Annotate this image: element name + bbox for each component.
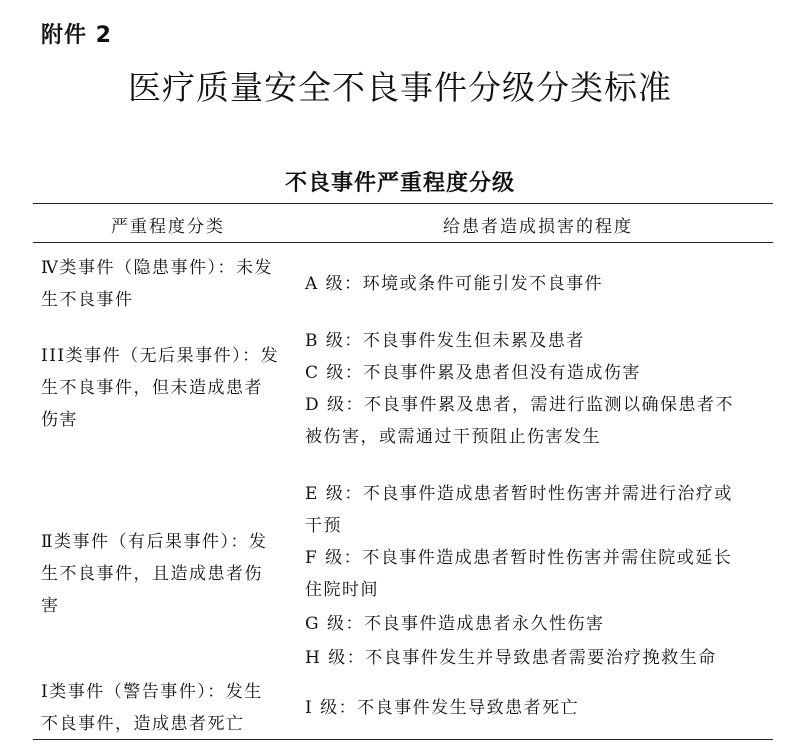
level-c-line: C 级：不良事件累及患者但没有造成伤害 (305, 363, 641, 383)
table-title: 不良事件严重程度分级 (284, 171, 515, 196)
level-g (305, 608, 775, 640)
category-ii-line: 生不良事件，且造成患者伤 (41, 564, 263, 584)
level-h (305, 642, 775, 674)
category-iv-line: Ⅳ类事件（隐患事件）：未发 (41, 258, 273, 278)
level-e-line: 干预 (305, 516, 342, 536)
table-bottom-rule (33, 739, 773, 740)
category-iii-line: 生不良事件，但未造成患者 (41, 378, 263, 398)
level-f-line: F 级：不良事件造成患者暂时性伤害并需住院或延长 (305, 548, 733, 568)
category-iii-line: III类事件（无后果事件）：发 (41, 346, 280, 366)
category-iv (41, 252, 296, 316)
table-header-rule (33, 242, 773, 243)
level-f (305, 542, 775, 606)
category-ii-line: 害 (41, 596, 60, 616)
category-iii-line: 伤害 (41, 410, 78, 430)
level-a (305, 268, 775, 300)
level-i (305, 692, 775, 724)
level-b (305, 325, 775, 357)
category-i-line: 不良事件，造成患者死亡 (41, 714, 245, 734)
level-d (305, 389, 775, 453)
level-e-line: E 级：不良事件造成患者暂时性伤害并需进行治疗或 (305, 484, 733, 504)
level-a-line: A 级：环境或条件可能引发不良事件 (305, 274, 604, 294)
level-d-line: D 级：不良事件累及患者，需进行监测以确保患者不 (305, 395, 735, 415)
table-top-rule (33, 203, 773, 204)
level-i-line: I 级：不良事件发生导致患者死亡 (305, 698, 580, 718)
level-d-line: 被伤害，或需通过干预阻止伤害发生 (305, 427, 601, 447)
category-iv-line: 生不良事件 (41, 290, 134, 310)
level-g-line: G 级：不良事件造成患者永久性伤害 (305, 614, 605, 634)
category-iii (41, 340, 296, 436)
column-header-harm-degree: 给患者造成损害的程度 (443, 217, 633, 237)
category-i-line: Ⅰ类事件（警告事件）：发生 (41, 682, 263, 702)
document-title: 医疗质量安全不良事件分级分类标准 (128, 68, 672, 107)
level-c (305, 357, 775, 389)
level-e (305, 478, 775, 542)
column-header-severity: 严重程度分类 (111, 217, 225, 237)
category-ii-line: Ⅱ类事件（有后果事件）：发 (41, 532, 268, 552)
level-f-line: 住院时间 (305, 580, 379, 600)
level-b-line: B 级：不良事件发生但未累及患者 (305, 331, 585, 351)
level-h-line: H 级：不良事件发生并导致患者需要治疗挽救生命 (305, 648, 717, 668)
category-i (41, 676, 296, 740)
attachment-label: 附件 2 (41, 23, 112, 48)
category-ii (41, 526, 296, 622)
